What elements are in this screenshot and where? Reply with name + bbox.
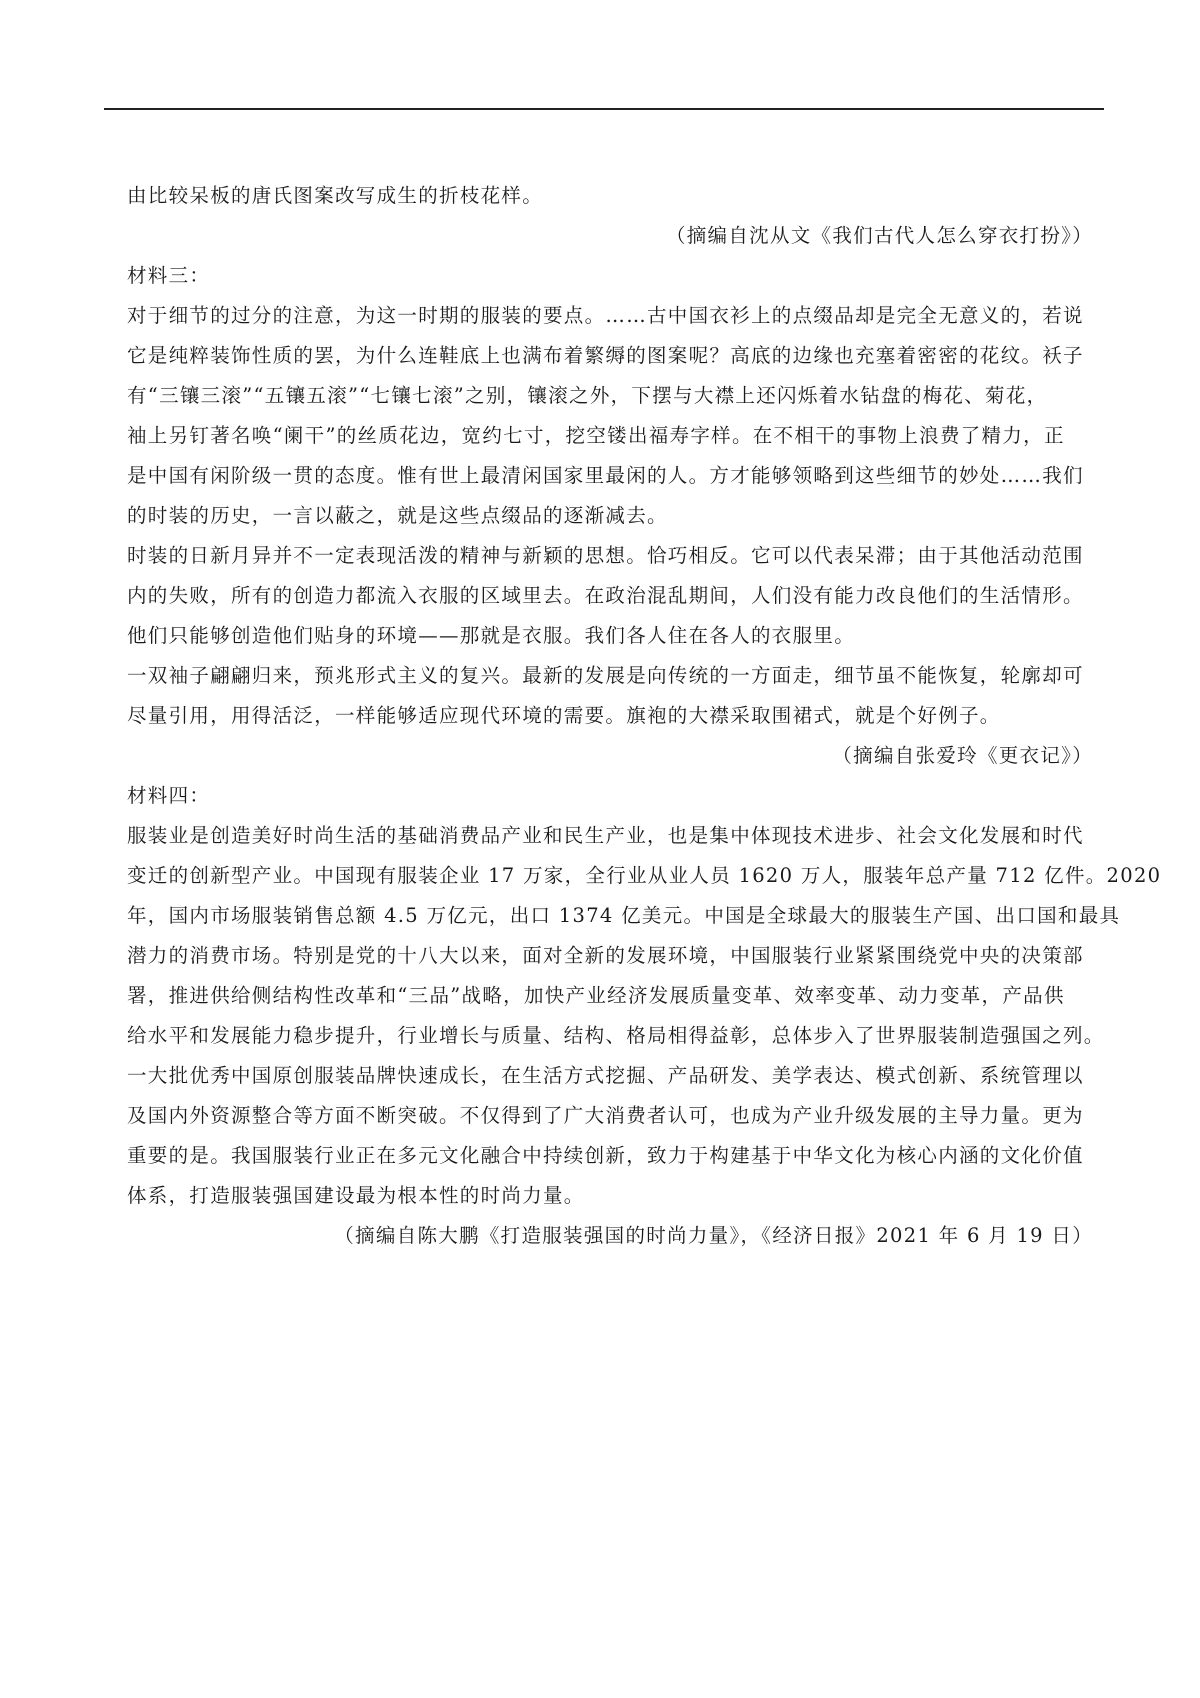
text-line: 给水平和发展能力稳步提升，行业增长与质量、结构、格局相得益彰，总体步入了世界服装制造强国之列。	[127, 1024, 1105, 1047]
text-line: 它是纯粹装饰性质的罢，为什么连鞋底上也满布着繁缛的图案呢？高底的边缘也充塞着密密的花纹。袄子	[127, 344, 1084, 367]
source-citation: （摘编自沈从文《我们古代人怎么穿衣打扮》）	[665, 224, 1093, 247]
section-heading: 材料三：	[127, 264, 211, 287]
text-line: 变迁的创新型产业。中国现有服装企业 17 万家，全行业从业人员 1620 万人，服装年总产量 712 亿件。2020	[127, 864, 1162, 887]
text-line: 及国内外资源整合等方面不断突破。不仅得到了广大消费者认可，也成为产业升级发展的主导力量。更为	[127, 1104, 1084, 1127]
source-citation: （摘编自陈大鹏《打造服装强国的时尚力量》，《经济日报》2021 年 6 月 19 日）	[334, 1224, 1093, 1247]
text-line: 时装的日新月异并不一定表现活泼的精神与新颖的思想。恰巧相反。它可以代表呆滞；由于其他活动范围	[127, 544, 1084, 567]
header-rule	[104, 108, 1104, 110]
text-line: 尽量引用，用得活泛，一样能够适应现代环境的需要。旗袍的大襟采取围裙式，就是个好例子。	[127, 704, 1001, 727]
text-line: 的时装的历史，一言以蔽之，就是这些点缀品的逐渐减去。	[127, 504, 668, 527]
text-line: 一大批优秀中国原创服装品牌快速成长，在生活方式挖掘、产品研发、美学表达、模式创新、系统管理以	[127, 1064, 1084, 1087]
text-line: 他们只能够创造他们贴身的环境——那就是衣服。我们各人住在各人的衣服里。	[127, 624, 856, 647]
text-line: 是中国有闲阶级一贯的态度。惟有世上最清闲国家里最闲的人。方才能够领略到这些细节的妙处……我们	[127, 464, 1084, 487]
text-line: 潜力的消费市场。特别是党的十八大以来，面对全新的发展环境，中国服装行业紧紧围绕党中央的决策部	[127, 944, 1084, 967]
material-4-body	[127, 816, 1162, 1216]
document-body	[127, 176, 1162, 1256]
text-line: 袖上另钉著名唤“阑干”的丝质花边，宽约七寸，挖空镂出福寿字样。在不相干的事物上浪费了精力，正	[127, 424, 1065, 447]
text-line: 重要的是。我国服装行业正在多元文化融合中持续创新，致力于构建基于中华文化为核心内涵的文化价值	[127, 1144, 1084, 1167]
material-3-body	[127, 296, 1089, 736]
text-line: 对于细节的过分的注意，为这一时期的服装的要点。……古中国衣衫上的点缀品却是完全无意义的，若说	[127, 304, 1084, 327]
text-line: 由比较呆板的唐氏图案改写成生的折枝花样。	[127, 184, 544, 207]
text-line: 有“三镶三滚”“五镶五滚”“七镶七滚”之别，镶滚之外，下摆与大襟上还闪烁着水钻盘的梅花、菊花，	[127, 384, 1048, 407]
text-line: 体系，打造服装强国建设最为根本性的时尚力量。	[127, 1184, 585, 1207]
text-line: 内的失败，所有的创造力都流入衣服的区域里去。在政治混乱期间，人们没有能力改良他们的生活情形。	[127, 584, 1084, 607]
text-line: 一双袖子翩翩归来，预兆形式主义的复兴。最新的发展是向传统的一方面走，细节虽不能恢复，轮廓却可	[127, 664, 1084, 687]
text-line: 年，国内市场服装销售总额 4.5 万亿元，出口 1374 亿美元。中国是全球最大的服装生产国、出口国和最具	[127, 904, 1121, 927]
text-line: 服装业是创造美好时尚生活的基础消费品产业和民生产业，也是集中体现技术进步、社会文化发展和时代	[127, 824, 1084, 847]
section-heading: 材料四：	[127, 784, 211, 807]
text-line: 署，推进供给侧结构性改革和“三品”战略，加快产业经济发展质量变革、效率变革、动力变革，产品供	[127, 984, 1065, 1007]
source-citation: （摘编自张爱玲《更衣记》）	[832, 744, 1093, 767]
